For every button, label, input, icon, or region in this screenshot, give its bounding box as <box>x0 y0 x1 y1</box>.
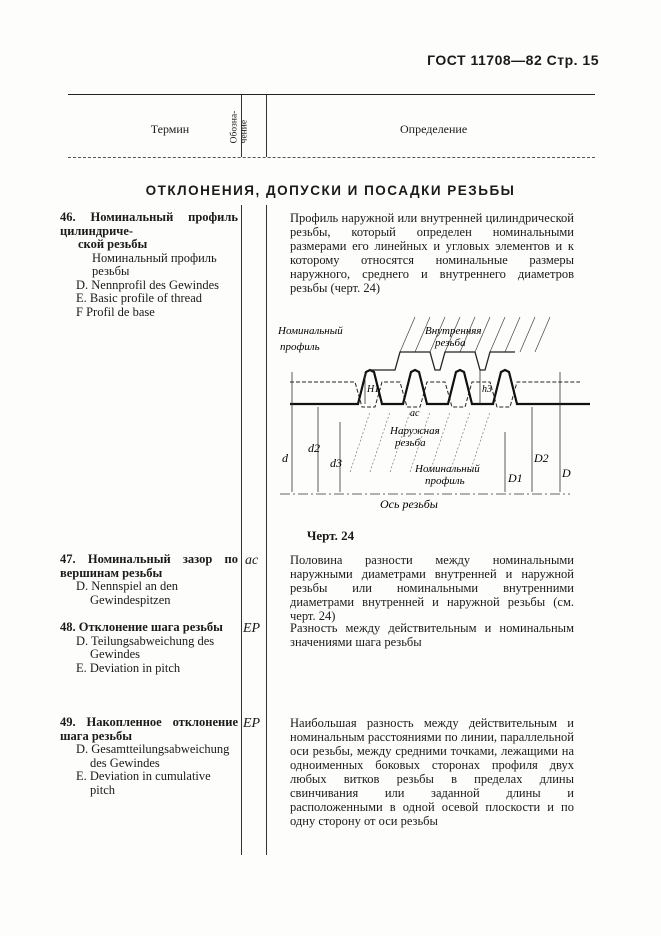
translation-de: D. Teilungsabweichung des Gewindes <box>76 633 215 661</box>
column-header-term: Термин <box>150 122 190 136</box>
entry-46-term <box>60 211 238 319</box>
label-external-thread-2: резьба <box>395 437 426 449</box>
entry-48-definition: Разность между действительным и номинальным значениями шага резьбы <box>290 621 574 649</box>
thread-profile-figure <box>270 312 600 512</box>
entry-49-definition: Наибольшая разность между действительным и номинальным расстояниями по линии, параллельной оси резьбы, между средними точками, лежащими на одноименных боковых сторонах профиля двух любых витков резьбы в пределах длины свинчивания или заданной длины и расположенными в одной осевой плоскости и по одну сторону от оси резьбы <box>290 716 574 828</box>
label-nominal-profile-b: Номинальный <box>415 463 480 475</box>
label-h3: h3 <box>482 384 492 395</box>
entry-title: Отклонение шага резьбы <box>78 620 223 634</box>
entry-title: Номинальный профиль цилиндриче- <box>60 210 238 238</box>
label-nominal-profile: Номинальный <box>278 325 343 337</box>
label-thread-axis: Ось резьбы <box>380 497 438 511</box>
translation-en: E. Basic profile of thread <box>76 291 202 305</box>
external-thread-profile <box>290 370 590 404</box>
label-d: d <box>282 451 288 465</box>
label-D: D <box>562 466 571 480</box>
column-header-symbol <box>229 95 265 155</box>
label-d3: d3 <box>330 456 342 470</box>
entry-47-symbol: aс <box>245 553 259 568</box>
page-header: ГОСТ 11708—82 Стр. 15 <box>427 52 599 68</box>
entry-number: 49. <box>60 715 76 729</box>
entry-49-term <box>60 716 238 797</box>
column-divider-2 <box>266 95 267 157</box>
label-D2: D2 <box>534 451 549 465</box>
figure-caption: Черт. 24 <box>306 528 355 543</box>
entry-number: 47. <box>60 552 76 566</box>
translation-de: D. Gesamtteilungsabweichung des Gewindes <box>76 742 230 770</box>
entry-47-term <box>60 553 238 607</box>
section-title: ОТКЛОНЕНИЯ, ДОПУСКИ И ПОСАДКИ РЕЗЬБЫ <box>145 183 516 198</box>
translation-fr: F Profil de base <box>76 304 155 319</box>
entry-49-symbol: EP <box>243 716 261 731</box>
internal-thread-profile <box>370 352 515 370</box>
entry-number: 46. <box>60 210 76 224</box>
table-header-rule <box>68 157 595 158</box>
column-header-symbol-text: Обозна- чение <box>229 110 250 144</box>
entry-47-definition: Половина разности между номинальными наружными диаметрами внутренней и наружной резьбы или номинальными внутренними диаметрами внутренней и наружной резьбы (см. черт. 24) <box>290 553 574 623</box>
label-H1: H1 <box>367 384 380 395</box>
entry-title: Номинальный зазор по вершинам резьбы <box>60 552 238 580</box>
entry-title: Накопленное отклонение шага резьбы <box>60 715 238 743</box>
translation-en: E. Deviation in pitch <box>76 660 181 675</box>
label-nominal-profile-2: профиль <box>280 341 320 353</box>
entry-synonym: Номинальный профиль резьбы <box>92 250 217 278</box>
label-nominal-profile-b-2: профиль <box>425 475 465 487</box>
entry-48-term <box>60 621 238 675</box>
translation-de: D. Nennspiel an den Gewindespitzen <box>76 579 179 607</box>
label-d2: d2 <box>308 441 320 455</box>
label-internal-thread-2: резьба <box>435 337 466 349</box>
label-D1: D1 <box>508 471 523 485</box>
label-internal-thread: Внутренняя <box>425 325 482 337</box>
label-external-thread: Наружная <box>390 425 440 437</box>
entry-title-cont: ской резьбы <box>78 237 148 251</box>
translation-de: D. Nennprofil des Gewindes <box>76 277 220 292</box>
entry-48-symbol: EP <box>243 621 261 636</box>
entry-46-definition: Профиль наружной или внутренней цилиндрической резьбы, который определен номинальными размерами его линейных и угловых элементов и к которому относятся номинальные размеры наружного, среднего и внутреннего диаметров резьбы (черт. 24) <box>290 211 574 295</box>
table-top-rule <box>68 94 595 95</box>
label-ac: ac <box>410 408 420 419</box>
entry-number: 48. <box>60 620 76 634</box>
column-header-definition: Определение <box>400 122 468 136</box>
translation-en: E. Deviation in cumulative pitch <box>76 769 211 797</box>
